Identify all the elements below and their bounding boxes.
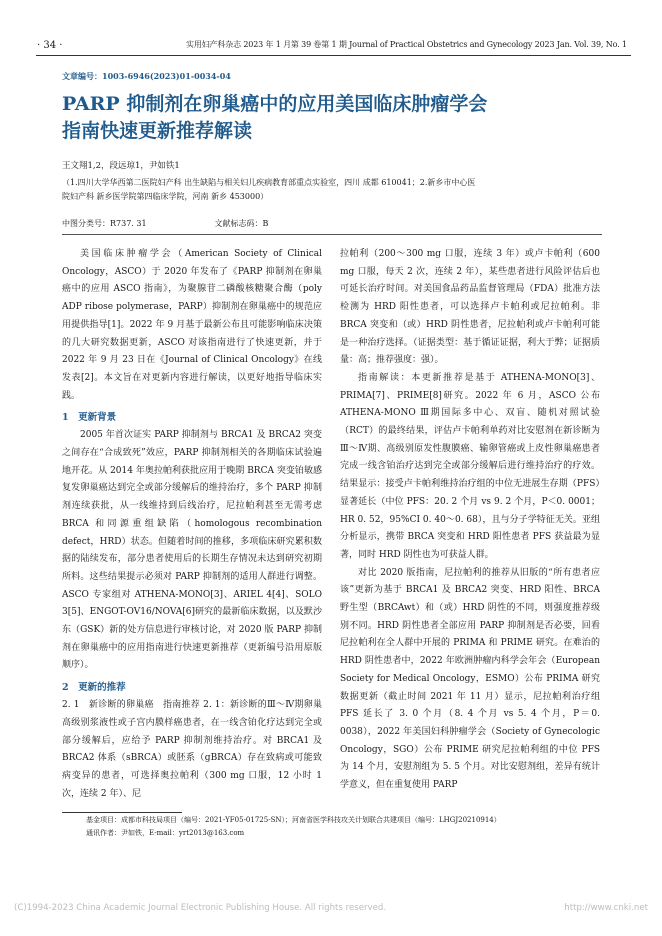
title-line-1: PARP 抑制剂在卵巢癌中的应用美国临床肿瘤学会 xyxy=(62,93,488,115)
article-number: 文章编号：1003-6946(2023)01-0034-04 xyxy=(62,71,231,81)
section-heading: 1 更新背景 xyxy=(62,412,117,424)
footnote-funding: 基金项目：成都市科技局项目（编号：2021-YF05-01725-SN）；河南省医学科技攻关计划联合共建项目（编号：LHGJ20210914） xyxy=(86,816,501,824)
body-paragraph: 指南解读：本更新推荐是基于 ATHENA-MONO[3]、PRIMA[7]、PRIME[8]研究。2022 年 6 月，ASCO 公布 ATHENA-MONO Ⅲ期国际多中心、双盲、随机对照试验（RCT）的最终结果，评估卢卡帕利单药对比安慰剂在新诊断为Ⅲ～Ⅳ期、高级别原发性腹膜癌、输卵管癌或上皮性卵巢癌患者完成一线含铂治疗达到完全或部分缓解后进行维持治疗的疗效。结果显示：接受卢卡帕利维持治疗组的中位无进展生存期（PFS）显著延长（中位 PFS：20. 2 个月 vs 9. 2 个月，P＜0. 0001；HR 0. 52，95%CI 0. 40～0. 68），且与分子学特征无关。亚组分析显示，携带 BRCA 突变和 HRD 阳性患者 PFS 获益最为显著，同时 HRD 阴性也为可获益人群。 xyxy=(340,372,600,560)
affiliation-line-2: 院妇产科 新乡医学院第四临床学院，河南 新乡 453000） xyxy=(62,192,269,201)
classification-row xyxy=(62,218,462,229)
footnote-rule xyxy=(62,812,182,813)
copyright-footer xyxy=(14,903,648,913)
classification-code: 中图分类号：R737. 31 xyxy=(62,219,147,228)
body-paragraph: 对比 2020 版指南，尼拉帕利的推荐从旧版的“所有患者应该”更新为基于 BRCA1 及 BRCA2 突变、HRD 阳性、BRCA 野生型（BRCAwt）和（或）HRD 阴性的不同，则强度推荐级别不同。HRD 阴性患者全部应用 PARP 抑制剂是否必要，回看尼拉帕利在全人群中开展的 PRIMA 和 PRIME 研究。在难治的 HRD 阴性患者中，2022 年欧洲肿瘤内科学会年会（European Society for Medical Oncology，ESMO）公布 PRIMA 研究数据更新（截止时间 2021 年 11 月）显示，尼拉帕利治疗组 PFS 延长了 3. 0 个月（8. 4 个月 vs 5. 4 个月，P＝0. 0038），2022 年美国妇科肿瘤学会（Society of Gynecologic Oncology，SGO）公布 PRIME 研究尼拉帕利组的中位 PFS 为 14 个月，安慰剂组为 5. 5 个月。对比安慰剂组，差异有统计学意义，但在重复使用 PARP xyxy=(340,567,600,791)
body-paragraph: 2. 1 新诊断的卵巢癌 指南推荐 2. 1：新诊断的Ⅲ～Ⅳ期卵巢高级别浆液性或子宫内膜样癌患者，在一线含铂化疗达到完全或部分缓解后，应给予 PARP 抑制剂维持治疗。对 BRCA1 及 BRCA2 体系（sBRCA）或胚系（gBRCA）存在致病或可能致病变异的患者，可选择奥拉帕利（300 mg 口服，12 小时 1 次，连续 2 年）、尼 xyxy=(62,700,322,799)
body-paragraph: 拉帕利（200～300 mg 口服，连续 3 年）或卢卡帕利（600 mg 口服，每天 2 次，连续 2 年），某些患者进行风险评估后也可延长治疗时间。对美国食品药品监督管理局（FDA）批准方法检测为 HRD 阳性患者，可以选择卢卡帕利或尼拉帕利。非 BRCA 突变和（或）HRD 阴性患者，尼拉帕利或卢卡帕利可能是一种治疗选择。（证据类型：基于循证证据，利大于弊；证据质量：高；推荐强度：强）。 xyxy=(340,249,600,366)
article-title xyxy=(62,91,602,145)
authors: 王文翔1,2，段远琼1，尹如铁1 xyxy=(62,161,180,171)
section-heading: 2 更新的推荐 xyxy=(62,682,126,694)
right-column xyxy=(340,246,600,795)
header-divider xyxy=(62,234,602,235)
document-code: 文献标志码：B xyxy=(214,219,269,228)
copyright-text: (C)1994-2023 China Academic Journal Electronic Publishing House. All rights reserved. xyxy=(14,903,387,913)
cnki-link[interactable]: http://www.cnki.net xyxy=(564,903,648,913)
page-number: · 34 · xyxy=(37,40,63,51)
body-paragraph: 美国临床肿瘤学会（American Society of Clinical Oncology，ASCO）于 2020 年发布了《PARP 抑制剂在卵巢癌中的应用 ASCO 指南》，为聚腺苷二磷酸核糖聚合酶（poly ADP ribose polymerase，PARP）抑制剂在卵巢癌中的规范应用提供指导[1]。2022 年 9 月基于最新公布且可能影响临床决策的几大研究数据更新，ASCO 对该指南进行了快速更新，并于 2022 年 9 月 23 日在《Journal of Clinical Oncology》在线发表[2]。本文旨在对更新内容进行解读，以更好地指导临床实践。 xyxy=(62,249,322,401)
left-column xyxy=(62,246,322,803)
title-line-2: 指南快速更新推荐解读 xyxy=(62,120,253,142)
affiliation-line-1: （1.四川大学华西第二医院妇产科 出生缺陷与相关妇儿疾病教育部重点实验室，四川 成都 610041；2.新乡市中心医 xyxy=(62,178,476,187)
header-rule xyxy=(36,55,631,56)
footnote-correspondence: 通讯作者：尹如铁，E-mail：yrt2013@163.com xyxy=(86,829,245,837)
journal-header: 实用妇产科杂志 2023 年 1 月第 39 卷第 1 期 Journal of Practical Obstetrics and Gynecology 2023 Jan. Vol. 39, No. 1 xyxy=(186,40,627,49)
affiliation xyxy=(62,176,602,204)
body-paragraph: 2005 年首次证实 PARP 抑制剂与 BRCA1 及 BRCA2 突变之间存在“合成致死”效应，PARP 抑制剂相关的各期临床试验遍地开花。从 2014 年奥拉帕利获批应用于晚期 BRCA 突变铂敏感复发卵巢癌达到完全或部分缓解后的维持治疗，多个 PARP 抑制剂连续获批，从一线维持到后线治疗，尼拉帕利甚至无需考虑 BRCA 和同源重组缺陷（homologous recombination defect，HRD）状态。但随着时间的推移，多项临床研究累积数据的陆续发布，部分患者使用后的长期生存情况未达到研究初期所料。这些结果提示必须对 PARP 抑制剂的适用人群进行调整。ASCO 专家组对 ATHENA-MONO[3]、ARIEL 4[4]、SOLO 3[5]、ENGOT-OV16/NOVA[6]研究的最新临床数据，以及默沙东（GSK）新的处方信息进行审核讨论，对 2020 版 PARP 抑制剂在卵巢癌中的应用指南进行快速更新推荐（更新编号沿用原版顺序）。 xyxy=(62,430,322,671)
